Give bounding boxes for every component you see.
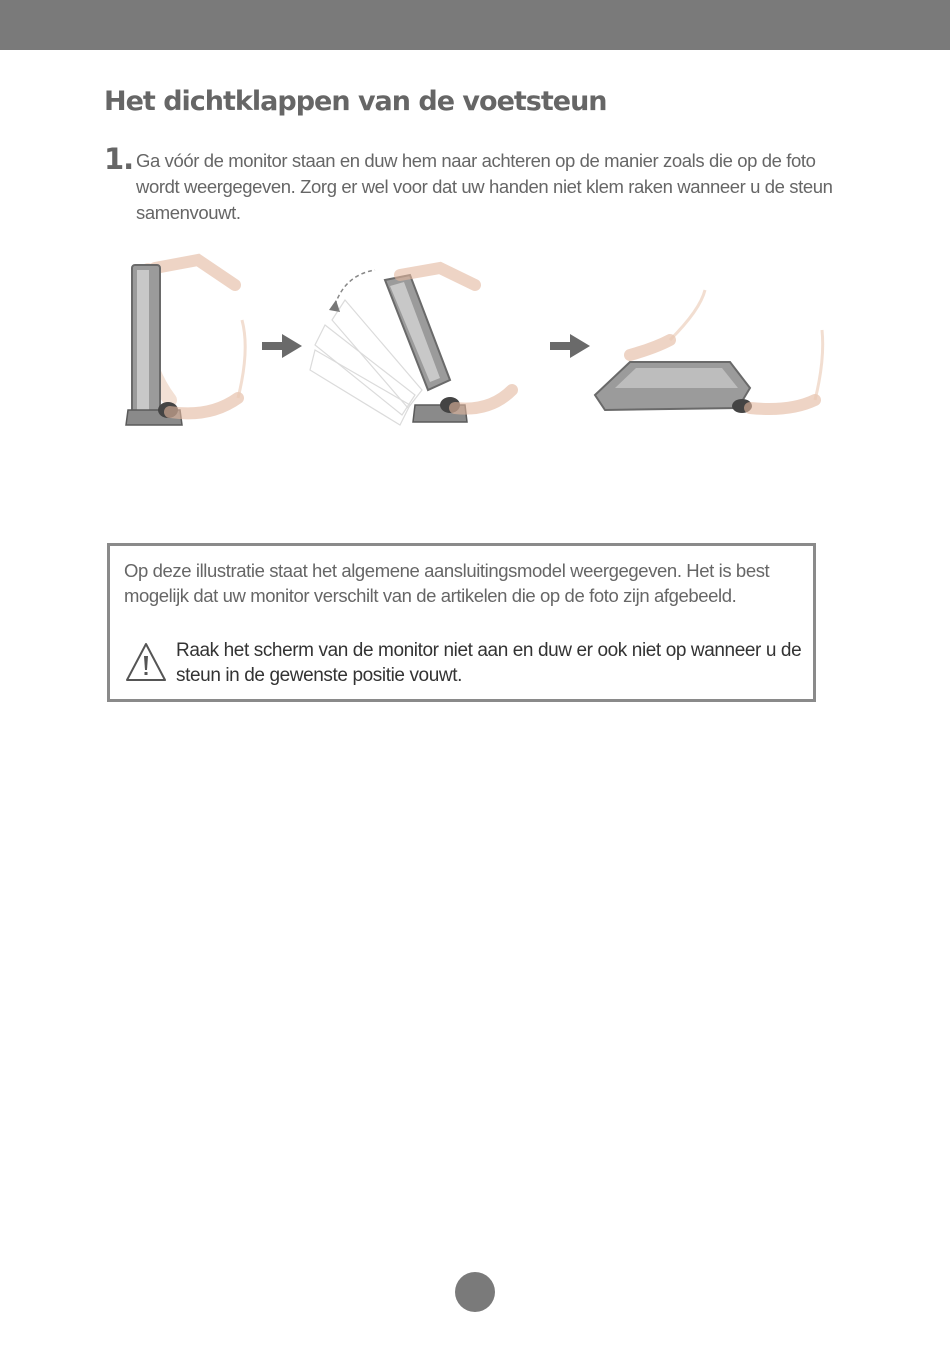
step-text: Ga vóór de monitor staan en duw hem naar achteren op de manier zoals die op de foto wordt weergegeven. Zorg er wel voor dat uw handen niet klem raken wanneer u de steun samenvouwt. [136,150,833,223]
arrow-right-icon [550,334,590,358]
top-header-bar [0,0,950,50]
monitor-tilting-icon [310,268,512,425]
step-number: 1. [104,142,134,176]
monitor-folded-icon [595,290,823,413]
arrow-right-icon [262,334,302,358]
folding-illustration [110,230,850,500]
warning-text: Raak het scherm van de monitor niet aan en duw er ook niet op wanneer u de steun in de gewenste positie vouwt. [176,640,802,686]
page-number-marker [455,1272,495,1312]
note-box [107,543,816,702]
page-title: Het dichtklappen van de voetsteun [104,86,607,117]
monitor-upright-icon [126,260,245,425]
note-text: Op deze illustratie staat het algemene aansluitingsmodel weergegeven. Het is best mogelijk dat uw monitor verschilt van de artikelen die op de foto zijn afgebeeld. [124,560,770,606]
warning-icon [124,641,168,683]
